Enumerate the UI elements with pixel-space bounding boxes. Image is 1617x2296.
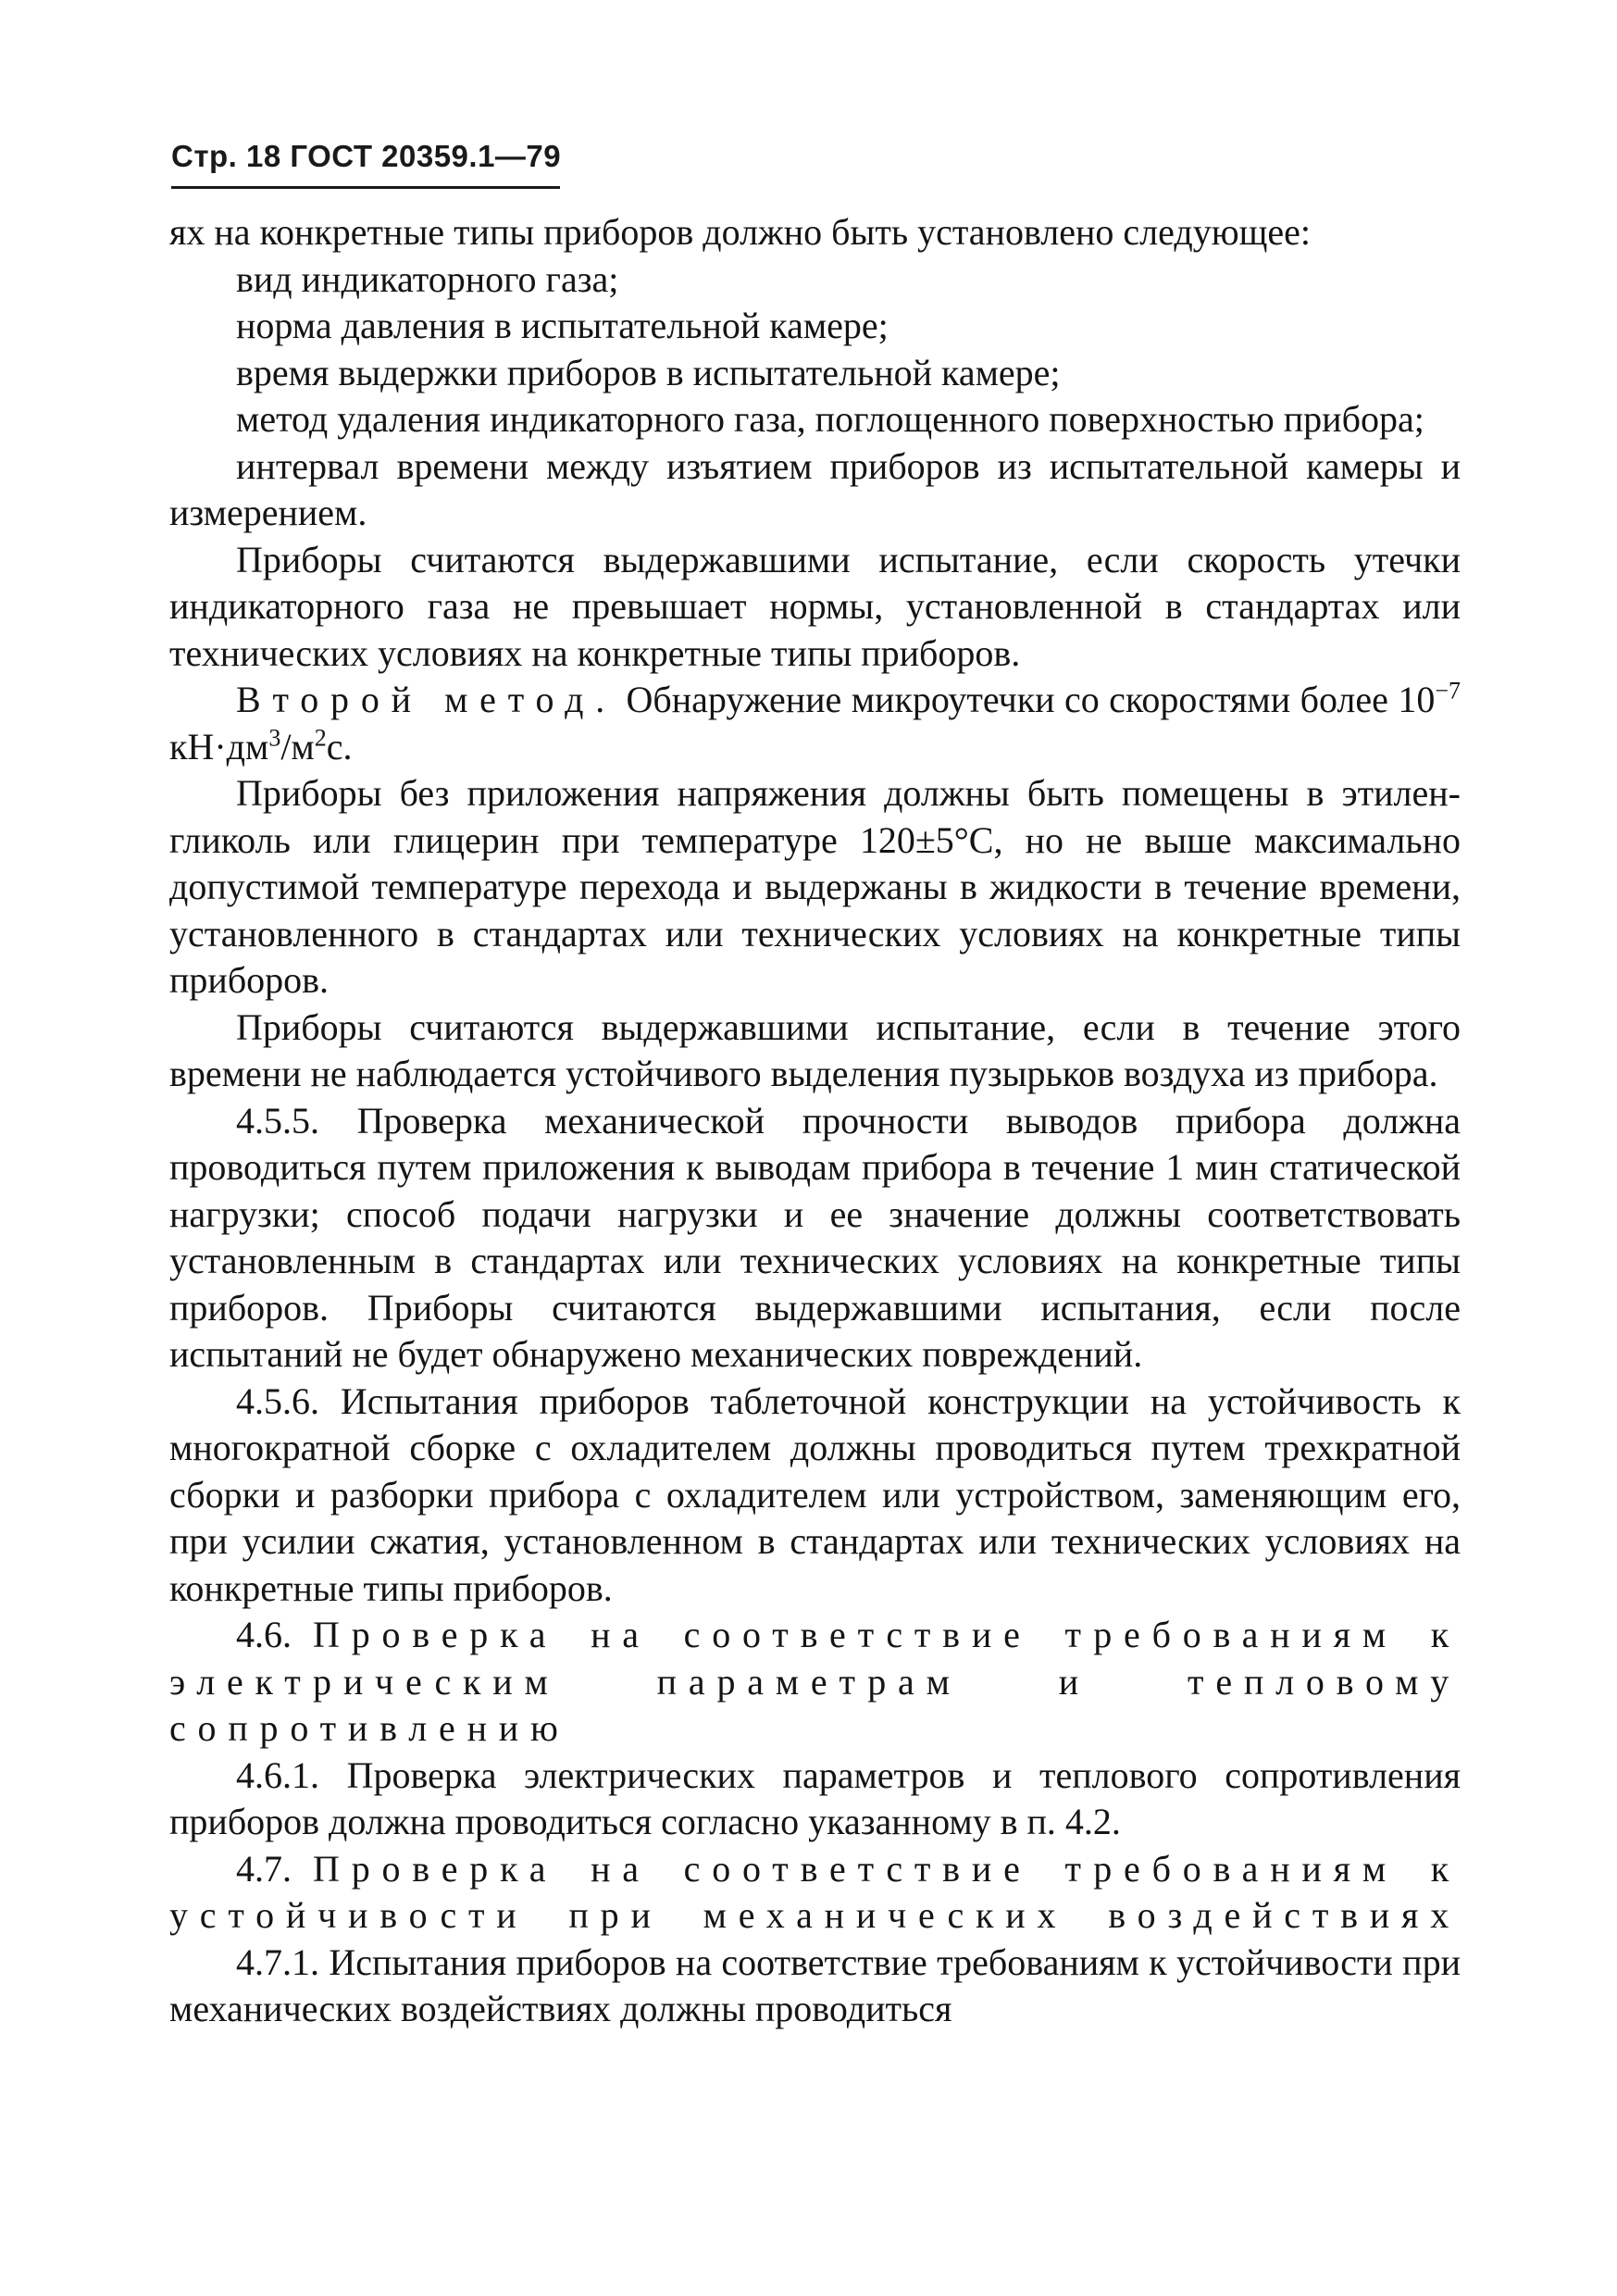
method2-exponent-3: 2 <box>314 724 327 752</box>
heading-4-7-cont <box>169 1892 1461 1940</box>
method2-text-d: с. <box>326 725 353 767</box>
heading-4-7-title-line1: Проверка на соответствие требованиям к <box>313 1847 1461 1890</box>
heading-4-6-number: 4.6. <box>236 1614 292 1655</box>
paragraph-results-method2: Приборы считаются выдержавшими испытание, если в течение этого времени не наблюдается устойчивого выделения пузырьков воздуха из прибора. <box>169 1005 1461 1094</box>
paragraph-immersion: Приборы без приложения напряжения должны быть помещены в этилен-гликоль или глицерин при температуре 120±5°С, но не выше максимально допустимой температуре перехода и выдержаны в жидкости в течение времени, установленного в стандартах или технических условиях на конкретные типы приборов. <box>169 772 1461 1001</box>
section-4-6-1: 4.6.1. Проверка электрических параметров и теплового сопротивления приборов должна проводиться согласно указанному в п. 4.2. <box>169 1753 1461 1842</box>
method2-text-b: кН·дм <box>169 725 269 767</box>
method2-exponent-1: −7 <box>1435 677 1461 705</box>
page-header: Стр. 18 ГОСТ 20359.1—79 <box>171 139 562 173</box>
section-4-7-1: 4.7.1. Испытания приборов на соответствие требованиям к устойчивости при механических воздействиях должны проводиться <box>169 1940 1461 2029</box>
heading-4-7 <box>169 1846 1461 1893</box>
method2-label: Второй метод. <box>236 679 617 720</box>
heading-4-7-number: 4.7. <box>236 1847 292 1890</box>
paragraph-results-method1: Приборы считаются выдержавшими испытание, если скорость утечки индикаторного газа не превышает нормы, установленной в стандартах или технических условиях на конкретные типы приборов. <box>169 538 1461 674</box>
paragraph-intro: ях на конкретные типы приборов должно быть установлено следующее: <box>169 211 1312 253</box>
method2-text-c: /м <box>280 725 315 767</box>
section-4-5-5: 4.5.5. Проверка механической прочности выводов прибора должна проводиться путем приложения к выводам прибора в течение 1 мин статической нагрузки; способ подачи нагрузки и ее значение должны соответствовать установленным в стандартах или технических условиях на конкретные типы приборов. Приборы считаются выдержавшими испытания, если после испытаний не будет обнаружено механических повреждений. <box>169 1099 1461 1375</box>
heading-4-6 <box>169 1612 1461 1753</box>
list-item: время выдержки приборов в испытательной камере; <box>236 351 1061 393</box>
header-divider <box>171 186 560 189</box>
heading-4-6-title: Проверка на соответствие требованиям к электрическим параметрам и тепловому сопротивлению <box>169 1614 1461 1749</box>
heading-4-7-title-line2: устойчивости при механических воздействиях <box>169 1894 1461 1936</box>
document-body <box>169 209 1461 2033</box>
section-4-5-6: 4.5.6. Испытания приборов таблеточной конструкции на устойчивость к многократной сборке с охладителем должны проводиться путем трехкратной сборки и разборки прибора с охладителем или устройством, заменяющим его, при усилии сжатия, установленном в стандартах или технических условиях на конкретные типы приборов. <box>169 1379 1461 1609</box>
list-item: норма давления в испытательной камере; <box>236 305 889 346</box>
paragraph-method2 <box>169 677 1461 770</box>
list-item: вид индикаторного газа; <box>236 257 619 300</box>
method2-exponent-2: 3 <box>268 724 281 752</box>
method2-text-a: Обнаружение микроутечки со скоростями более 10 <box>616 679 1436 720</box>
list-item: метод удаления индикаторного газа, поглощенного поверхностью прибора; <box>236 398 1424 440</box>
list-item: интервал времени между изъятием приборов из испытательной камеры и измерением. <box>169 444 1461 533</box>
